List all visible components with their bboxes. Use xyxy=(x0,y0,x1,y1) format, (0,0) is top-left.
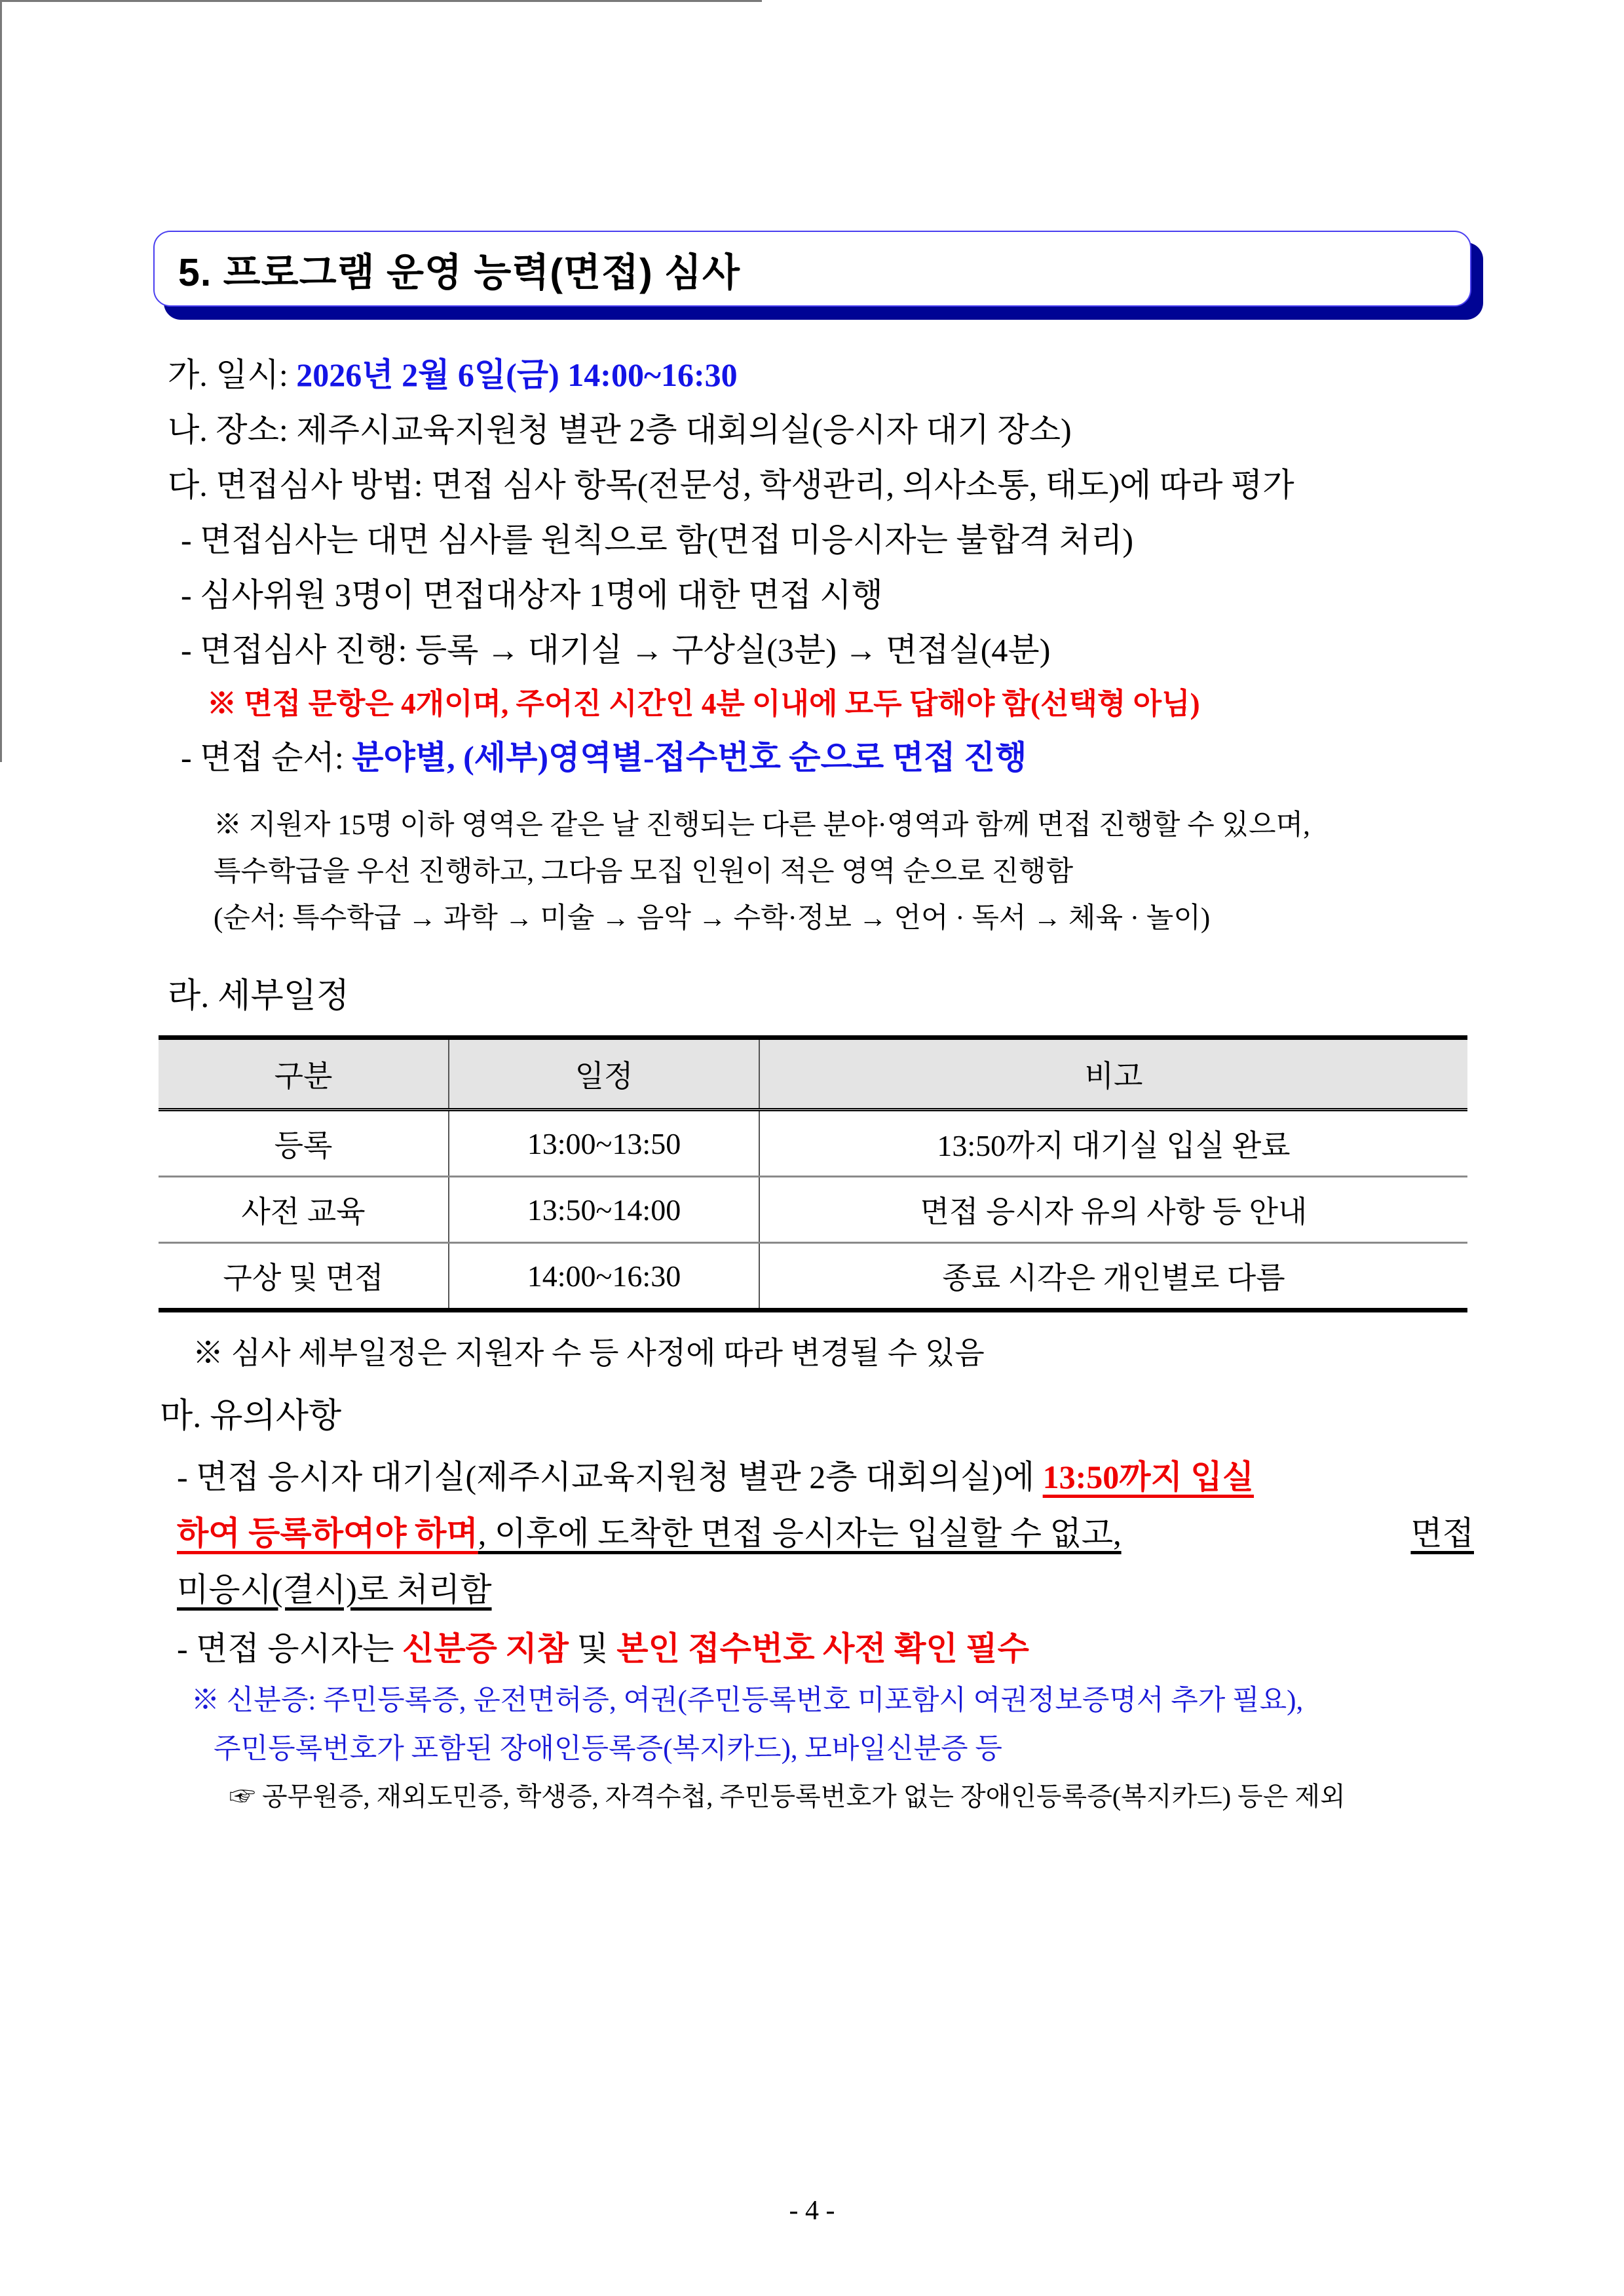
area-merge-note-line-1: ※ 지원자 15명 이하 영역은 같은 날 진행되는 다른 분야·영역과 함께 면접 진행할 수 있으며, xyxy=(214,810,1310,841)
item-interview-order-value: 분야별, (세부)영역별-접수번호 순으로 면접 진행 xyxy=(352,739,1027,776)
item-date xyxy=(168,347,1471,402)
page-content xyxy=(153,231,1474,1820)
caution-entry-time-text-3: 면접 xyxy=(1410,1515,1474,1552)
item-method: 다. 면접심사 방법: 면접 심사 항목(전문성, 학생관리, 의사소통, 태도)에 따라 평가 xyxy=(168,467,1294,503)
item-method-dash-3: - 면접심사 진행: 등록 → 대기실 → 구상실(3분) → 면접실(4분) xyxy=(181,632,1051,668)
page-number: - 4 - xyxy=(789,2196,835,2226)
schedule-table xyxy=(159,1035,1467,1312)
section-title-banner xyxy=(153,231,1471,311)
item-interview-order-label: - 면접 순서: xyxy=(181,739,352,776)
column-header-category: 구분 xyxy=(159,1038,449,1110)
item-date-label: 가. 일시: xyxy=(168,356,297,393)
caution-id-required-highlight-2: 본인 접수번호 사전 확인 필수 xyxy=(616,1630,1029,1667)
pointing-hand-icon: ☞ xyxy=(229,1782,255,1811)
cell-remarks: 면접 응시자 유의 사항 등 안내 xyxy=(759,1177,1467,1243)
caution-id-required-mid: 및 xyxy=(568,1630,617,1667)
interview-question-warning: ※ 면접 문항은 4개이며, 주어진 시간인 4분 이내에 모두 답해야 함(선택형 아님) xyxy=(207,687,1200,720)
schedule-footnote: ※ 심사 세부일정은 지원자 수 등 사정에 따라 변경될 수 있음 xyxy=(193,1337,985,1371)
item-method-dash-2: - 심사위원 3명이 면접대상자 1명에 대한 면접 시행 xyxy=(181,577,883,613)
caution-entry-time-highlight-2: 하여 등록하여야 하며 xyxy=(177,1515,478,1552)
caution-id-required xyxy=(177,1620,1474,1677)
caution-entry-time-line-1 xyxy=(177,1449,1474,1505)
id-types-note-line-2: 주민등록번호가 포함된 장애인등록증(복지카드), 모바일신분증 등 xyxy=(214,1734,1002,1765)
column-header-time: 일정 xyxy=(449,1038,759,1110)
caution-id-required-line xyxy=(177,1620,1474,1677)
area-merge-note-line-2: 특수학급을 우선 진행하고, 그다음 모집 인원이 적은 영역 순으로 진행함 xyxy=(214,856,1074,887)
id-exclusions-note xyxy=(229,1774,1471,1820)
cell-category: 사전 교육 xyxy=(159,1177,449,1243)
cell-remarks: 13:50까지 대기실 입실 완료 xyxy=(759,1110,1467,1177)
cell-remarks: 종료 시각은 개인별로 다름 xyxy=(759,1243,1467,1311)
page-title: 5. 프로그램 운영 능력(면접) 심사 xyxy=(178,250,740,294)
table-row xyxy=(159,1243,1467,1311)
caution-entry-time-line-2-left xyxy=(177,1505,1122,1561)
table-header-row xyxy=(159,1038,1467,1110)
table-row xyxy=(159,1177,1467,1243)
caution-entry-time-text-4: 미응시(결시)로 처리함 xyxy=(177,1571,492,1608)
cell-category: 등록 xyxy=(159,1110,449,1177)
schedule-heading: 라. 세부일정 xyxy=(168,978,350,1015)
column-header-remarks: 비고 xyxy=(759,1038,1467,1110)
cell-time: 13:00~13:50 xyxy=(449,1110,759,1177)
table-row xyxy=(159,1110,1467,1177)
caution-entry-time-highlight-1: 13:50까지 입실 xyxy=(1042,1459,1255,1495)
id-types-note-line-1: ※ 신분증: 주민등록증, 운전면허증, 여권(주민등록번호 미포함시 여권정보증명서 추가 필요), xyxy=(191,1685,1304,1716)
item-place: 나. 장소: 제주시교육지원청 별관 2층 대회의실(응시자 대기 장소) xyxy=(168,411,1072,448)
caution-id-required-prefix: - 면접 응시자는 xyxy=(177,1630,402,1667)
cautions-heading: 마. 유의사항 xyxy=(160,1398,342,1435)
caution-entry-time xyxy=(177,1449,1474,1618)
id-exclusions-text: 공무원증, 재외도민증, 학생증, 자격수첩, 주민등록번호가 없는 장애인등록증(복지카드) 등은 제외 xyxy=(262,1782,1346,1811)
item-method-dash-1: - 면접심사는 대면 심사를 원칙으로 함(면접 미응시자는 불합격 처리) xyxy=(181,522,1134,558)
cell-category: 구상 및 면접 xyxy=(159,1243,449,1311)
title-banner-box xyxy=(153,231,1471,307)
caution-entry-time-line-2 xyxy=(177,1505,1474,1561)
caution-id-required-highlight-1: 신분증 지참 xyxy=(402,1630,569,1667)
caution-entry-time-line-3 xyxy=(177,1561,1474,1618)
caution-entry-time-text-1: - 면접 응시자 대기실(제주시교육지원청 별관 2층 대회의실)에 xyxy=(177,1459,1043,1495)
caution-entry-time-text-2: , 이후에 도착한 면접 응시자는 입실할 수 없고, xyxy=(478,1515,1122,1552)
area-sequence-note: (순서: 특수학급 → 과학 → 미술 → 음악 → 수학·정보 → 언어 · 독서 → 체육 · 놀이) xyxy=(214,903,1211,934)
cell-time: 13:50~14:00 xyxy=(449,1177,759,1243)
item-interview-order xyxy=(181,730,1471,785)
item-date-value: 2026년 2월 6일(금) 14:00~16:30 xyxy=(296,356,738,393)
cell-time: 14:00~16:30 xyxy=(449,1243,759,1311)
